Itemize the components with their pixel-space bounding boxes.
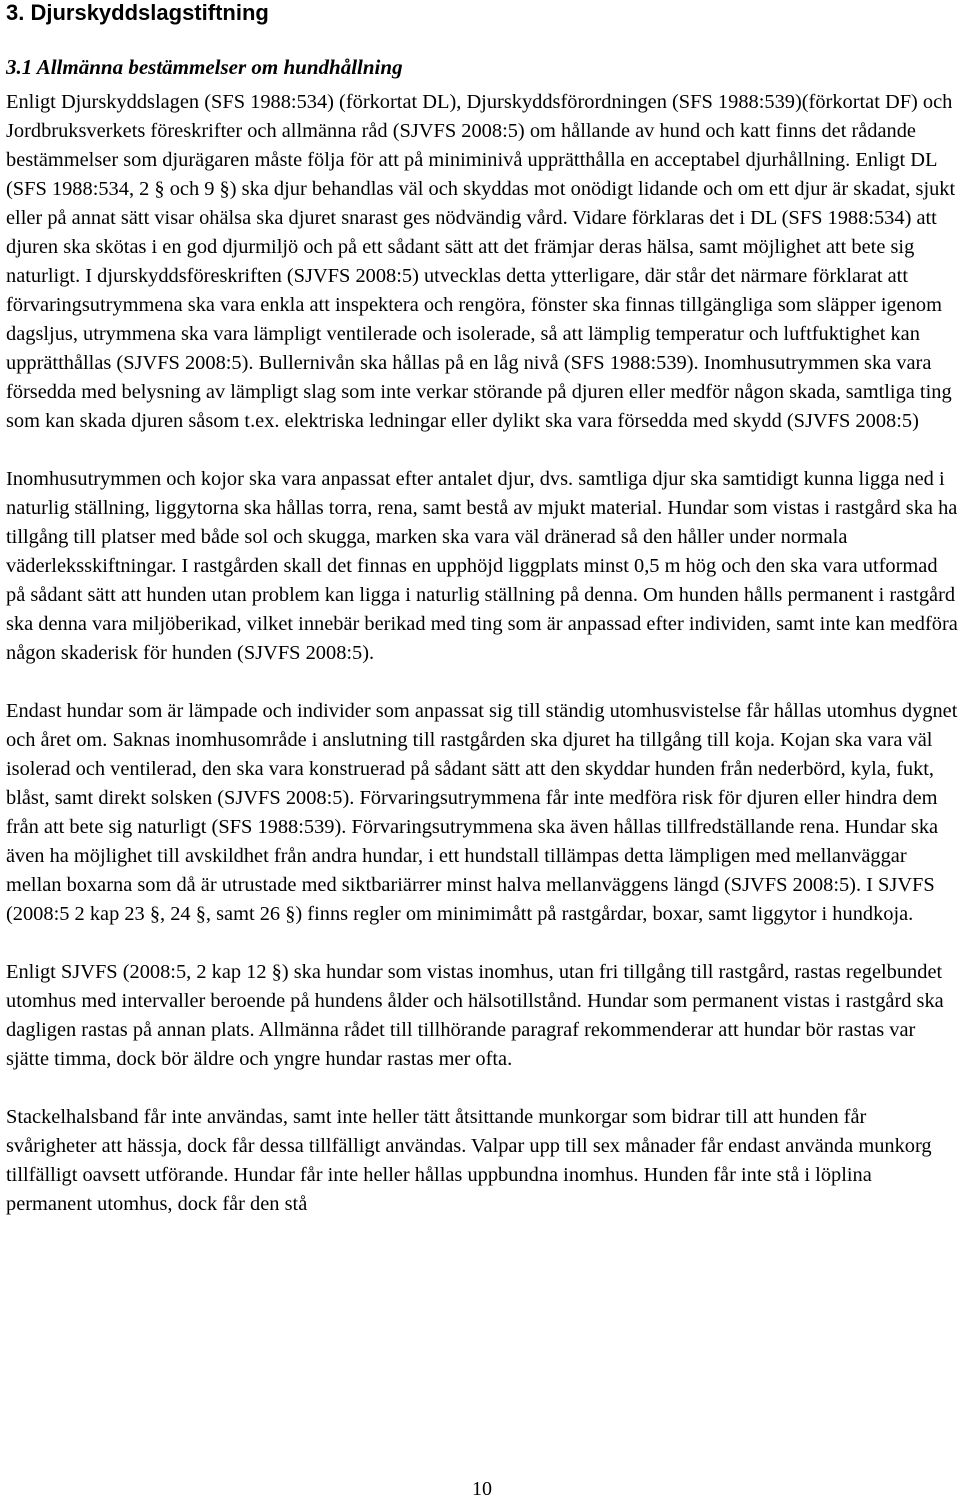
document-page: [6, 0, 958, 1502]
paragraph-2: Inomhusutrymmen och kojor ska vara anpassat efter antalet djur, dvs. samtliga djur ska samtidigt kunna ligga ned i naturlig ställning, liggytorna ska hållas torra, rena, samt bestå av mjukt material. Hundar som vistas i rastgård ska ha tillgång till platser med både sol och skugga, marken ska vara väl dränerad så den håller under normala väderleksskiftningar. I rastgården skall det finnas en upphöjd liggplats minst 0,5 m hög och den ska vara utformad på sådant sätt att hunden utan problem kan ligga i naturlig ställning på denna. Om hunden hålls permanent i rastgård ska denna vara miljöberikad, vilket innebär berikad med ting som är anpassad efter individen, samt inte kan medföra någon skaderisk för hunden (SJVFS 2008:5).: [6, 468, 958, 664]
paragraph-4: Enligt SJVFS (2008:5, 2 kap 12 §) ska hundar som vistas inomhus, utan fri tillgång till rastgård, rastas regelbundet utomhus med intervaller beroende på hundens ålder och hälsotillstånd. Hundar som permanent vistas i rastgård ska dagligen rastas på annan plats. Allmänna rådet till tillhörande paragraf rekommenderar att hundar bör rastas var sjätte timma, dock bör äldre och yngre hundar rastas mer ofta.: [6, 961, 944, 1070]
section-heading: 3. Djurskyddslagstiftning: [6, 0, 269, 25]
paragraph-5: Stackelhalsband får inte användas, samt inte heller tätt åtsittande munkorgar som bidrar till att hunden får svårigheter att hässja, dock får dessa tillfälligt användas. Valpar upp till sex månader får endast använda munkorg tillfälligt oavsett utförande. Hundar får inte heller hållas uppbundna inomhus. Hunden får inte stå i löplina permanent utomhus, dock får den stå: [6, 1106, 932, 1215]
body-text: [6, 88, 958, 1219]
paragraph-3: Endast hundar som är lämpade och individer som anpassat sig till ständig utomhusvistelse får hållas utomhus dygnet och året om. Saknas inomhusområde i anslutning till rastgården ska djuret ha tillgång till koja. Kojan ska vara väl isolerad och ventilerad, den ska vara konstruerad på sådant sätt att den skyddar hunden från nederbörd, kyla, fukt, blåst, samt direkt solsken (SJVFS 2008:5). Förvaringsutrymmena får inte medföra risk för djuren eller hindra dem från att bete sig naturligt (SFS 1988:539). Förvaringsutrymmena ska även hållas tillfredställande rena. Hundar ska även ha möjlighet till avskildhet från andra hundar, i ett hundstall tillämpas detta lämpligen med mellanväggar mellan boxarna som då är utrustade med siktbariärrer minst halva mellanväggens längd (SJVFS 2008:5). I SJVFS (2008:5 2 kap 23 §, 24 §, samt 26 §) finns regler om minimimått på rastgårdar, boxar, samt liggytor i hundkoja.: [6, 700, 958, 925]
subsection-heading: 3.1 Allmänna bestämmelser om hundhållning: [6, 55, 403, 79]
page-number: 10: [472, 1478, 492, 1500]
paragraph-1: Enligt Djurskyddslagen (SFS 1988:534) (förkortat DL), Djurskyddsförordningen (SFS 1988:539)(förkortat DF) och Jordbruksverkets föreskrifter och allmänna råd (SJVFS 2008:5) om hållande av hund och katt finns det rådande bestämmelser som djurägaren måste följa för att på miniminivå upprätthålla en acceptabel djurhållning. Enligt DL (SFS 1988:534, 2 § och 9 §) ska djur behandlas väl och skyddas mot onödigt lidande och om ett djur är skadat, sjukt eller på annat sätt visar ohälsa ska djuret snarast ges nödvändig vård. Vidare förklaras det i DL (SFS 1988:534) att djuren ska skötas i en god djurmiljö och på ett sådant sätt att det främjar deras hälsa, samt möjlighet att bete sig naturligt. I djurskyddsföreskriften (SJVFS 2008:5) utvecklas detta ytterligare, där står det närmare förklarat att förvaringsutrymmena ska vara enkla att inspektera och rengöra, fönster ska finnas tillgängliga som släpper igenom dagsljus, utrymmena ska vara lämpligt ventilerade och isolerade, så att lämplig temperatur och luftfuktighet kan upprätthållas (SJVFS 2008:5). Bullernivån ska hållas på en låg nivå (SFS 1988:539). Inomhusutrymmen ska vara försedda med belysning av lämpligt slag som inte verkar störande på djuren eller medför någon skada, samtliga ting som kan skada djuren såsom t.ex. elektriska ledningar eller dylikt ska vara försedda med skydd (SJVFS 2008:5): [6, 91, 956, 432]
